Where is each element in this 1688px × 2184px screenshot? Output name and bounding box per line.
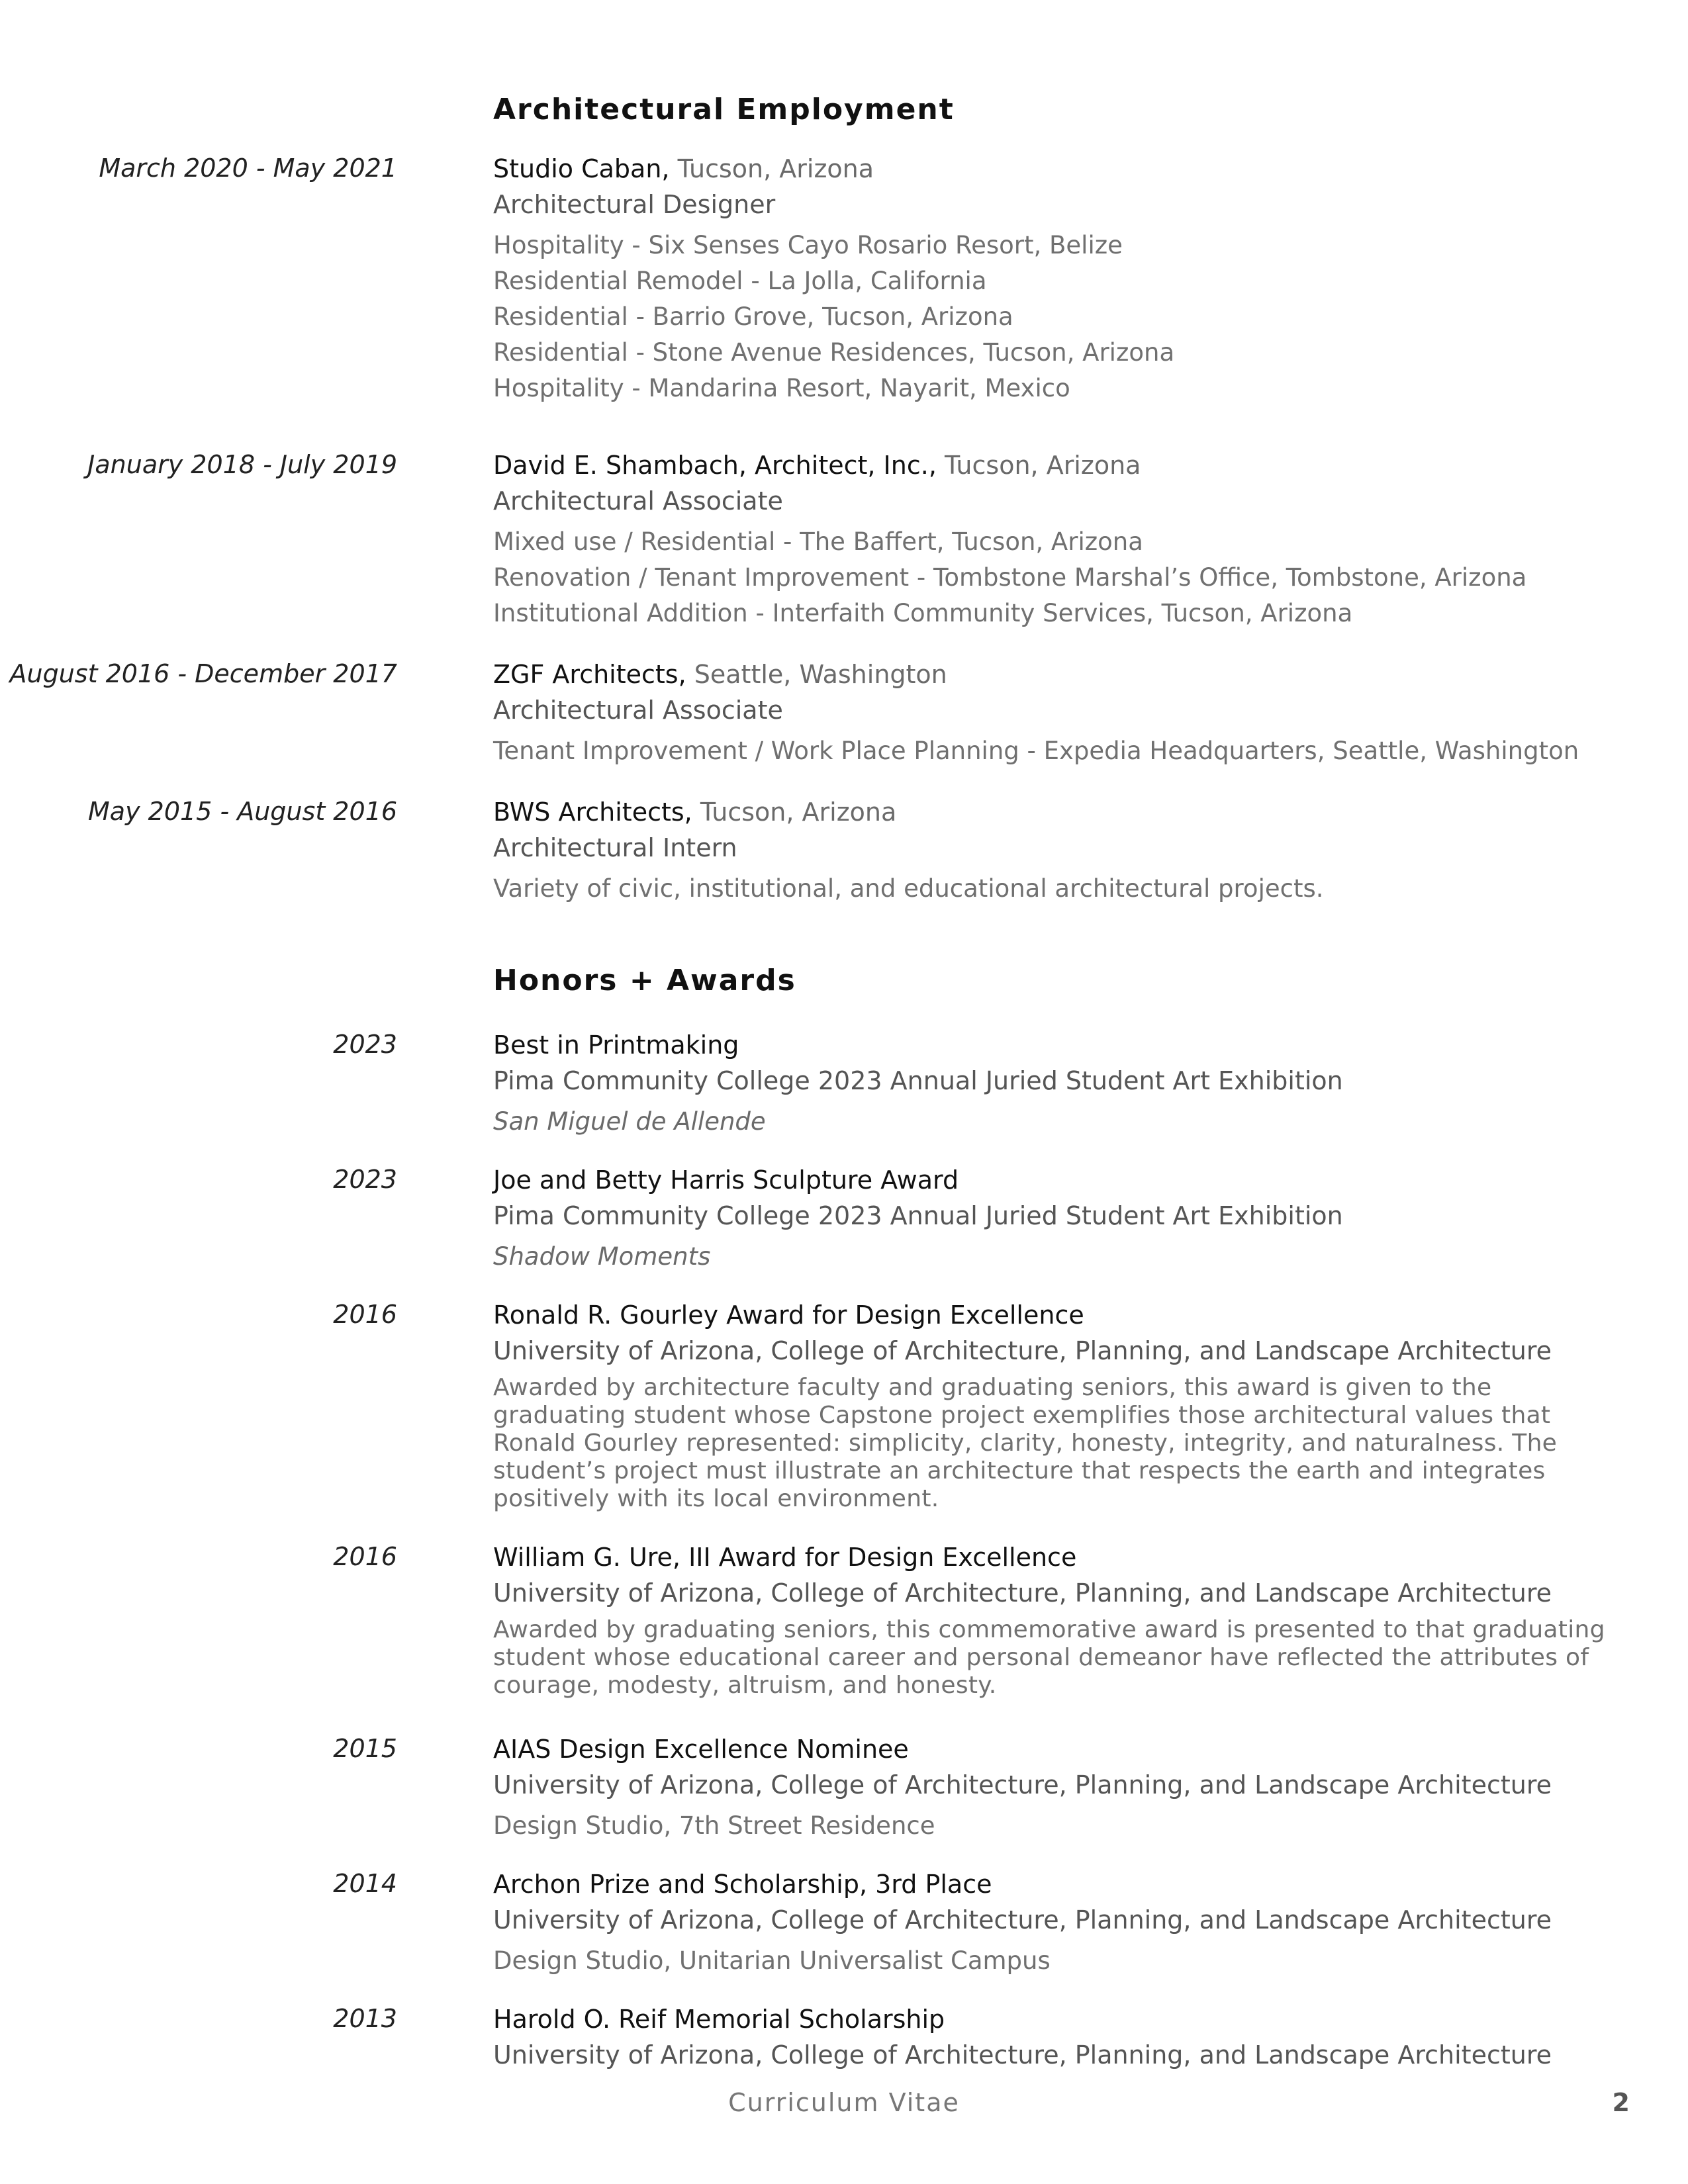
award-detail: Design Studio, 7th Street Residence [493,1811,935,1840]
project-item: Residential Remodel - La Jolla, California [493,267,987,295]
job-title-line [493,151,1632,187]
firm-name: ZGF Architects, [493,660,686,689]
award-entry [493,2001,1632,2073]
award-year: 2023 [333,1030,397,1059]
award-title: Joe and Betty Harris Sculpture Award [493,1165,959,1195]
firm-location: Seattle, Washington [686,660,947,689]
job-entry [493,151,1632,406]
project-list [493,733,1632,769]
job-role: Architectural Intern [493,833,737,862]
job-title-line [493,447,1632,483]
project-item: Renovation / Tenant Improvement - Tombstone Marshal’s Office, Tombstone, Arizona [493,563,1527,592]
award-description: Awarded by architecture faculty and graduating seniors, this award is given to the graduating student whose Capstone project exemplifies those architectural values that Ronald Gourley represented: simplicity, clarity, honesty, integrity, and naturalness. The student’s project must illustrate an architecture that respects the earth and integrates positively with its local environment. [493,1374,1558,1512]
award-detail: Design Studio, Unitarian Universalist Campus [493,1946,1051,1975]
employment-heading: Architectural Employment [493,93,955,126]
award-title: Archon Prize and Scholarship, 3rd Place [493,1870,992,1899]
firm-name: Studio Caban, [493,154,670,183]
award-entry [493,1162,1632,1275]
job-role: Architectural Associate [493,486,783,516]
footer-label: Curriculum Vitae [728,2088,960,2117]
award-year: 2014 [333,1869,397,1898]
project-item: Hospitality - Six Senses Cayo Rosario Resort, Belize [493,231,1123,259]
award-title: Harold O. Reif Memorial Scholarship [493,2005,945,2034]
project-item: Institutional Addition - Interfaith Community Services, Tucson, Arizona [493,599,1353,627]
project-item: Residential - Stone Avenue Residences, Tucson, Arizona [493,338,1175,367]
award-detail: San Miguel de Allende [493,1107,766,1136]
award-year: 2013 [333,2004,397,2033]
award-year: 2016 [333,1300,397,1329]
award-entry [493,1027,1632,1140]
job-entry [493,657,1632,769]
firm-location: Tucson, Arizona [936,451,1141,480]
project-list [493,524,1632,631]
firm-location: Tucson, Arizona [669,154,874,183]
award-title: William G. Ure, III Award for Design Excellence [493,1543,1077,1572]
job-role: Architectural Designer [493,190,776,219]
award-year: 2016 [333,1542,397,1571]
firm-location: Tucson, Arizona [692,797,897,827]
honors-heading: Honors + Awards [493,964,796,997]
job-title-line [493,657,1632,692]
award-entry [493,1866,1632,1979]
firm-name: BWS Architects, [493,797,692,827]
project-item: Mixed use / Residential - The Baffert, Tucson, Arizona [493,527,1143,556]
award-title: Ronald R. Gourley Award for Design Excellence [493,1300,1084,1330]
job-entry [493,447,1632,631]
job-dates: March 2020 - May 2021 [99,154,397,183]
award-org: University of Arizona, College of Architecture, Planning, and Landscape Architecture [493,1905,1552,1934]
award-org: University of Arizona, College of Architecture, Planning, and Landscape Architecture [493,1336,1552,1365]
award-org: University of Arizona, College of Architecture, Planning, and Landscape Architecture [493,1770,1552,1799]
project-item: Variety of civic, institutional, and educational architectural projects. [493,874,1324,903]
page-number: 2 [1612,2088,1630,2117]
award-entry [493,1297,1632,1513]
award-detail: Shadow Moments [493,1242,711,1271]
job-dates: January 2018 - July 2019 [87,450,397,479]
project-item: Residential - Barrio Grove, Tucson, Arizona [493,302,1013,331]
job-entry [493,794,1632,907]
award-description: Awarded by graduating seniors, this commemorative award is presented to that graduating student whose educational career and personal demeanor have reflected the attributes of courage, modesty, altruism, and honesty. [493,1616,1605,1699]
award-org: University of Arizona, College of Architecture, Planning, and Landscape Architecture [493,2040,1552,2070]
award-title: AIAS Design Excellence Nominee [493,1735,909,1764]
firm-name: David E. Shambach, Architect, Inc., [493,451,937,480]
award-org: University of Arizona, College of Architecture, Planning, and Landscape Architecture [493,1578,1552,1608]
award-org: Pima Community College 2023 Annual Juried Student Art Exhibition [493,1201,1343,1230]
award-year: 2015 [333,1734,397,1763]
job-title-line [493,794,1632,830]
job-dates: May 2015 - August 2016 [88,797,397,826]
project-list [493,871,1632,907]
job-dates: August 2016 - December 2017 [9,659,397,688]
project-item: Hospitality - Mandarina Resort, Nayarit, Mexico [493,374,1070,402]
project-list [493,228,1632,406]
award-entry [493,1539,1632,1700]
job-role: Architectural Associate [493,696,783,725]
award-org: Pima Community College 2023 Annual Juried Student Art Exhibition [493,1066,1343,1095]
project-item: Tenant Improvement / Work Place Planning - Expedia Headquarters, Seattle, Washington [493,737,1579,765]
award-year: 2023 [333,1165,397,1194]
award-title: Best in Printmaking [493,1030,739,1060]
award-entry [493,1731,1632,1844]
